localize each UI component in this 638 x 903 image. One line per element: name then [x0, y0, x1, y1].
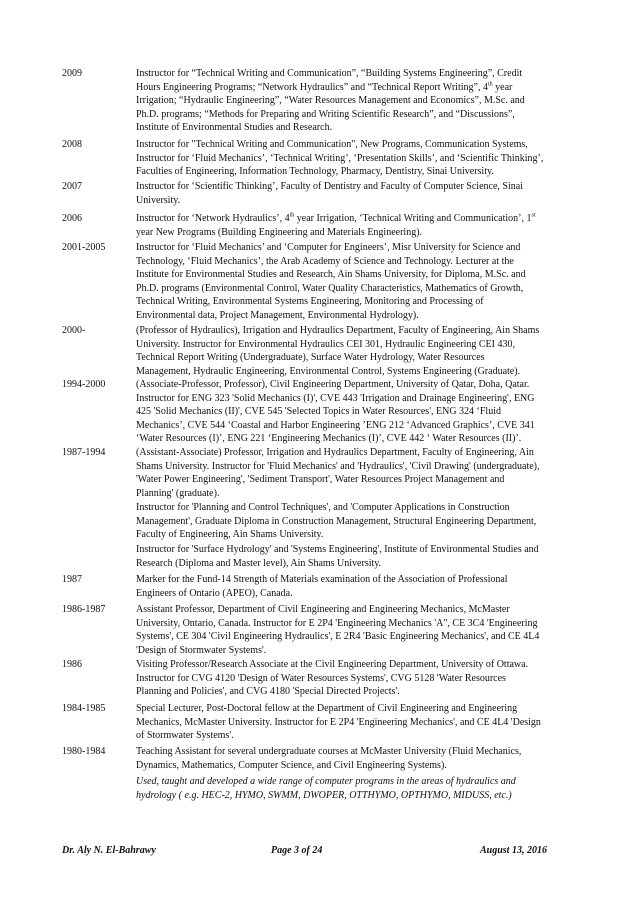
note-line: hydrology ( e.g. HEC-2, HYMO, SWMM, DWOPER, OTTHYMO, OPTHYMO, MIDUSS, etc.)	[136, 789, 512, 801]
desc-line: Mechanics’, CVE 544 ‘Coastal and Harbor Engineering ’ENG 212 ‘Advanced Graphics’, CVE 341	[136, 419, 535, 431]
entry-description	[136, 324, 562, 378]
entry-year: 2006	[62, 213, 82, 224]
entry-year: 1994-2000	[62, 379, 106, 390]
entry-year: 2009	[62, 68, 82, 79]
desc-line: Ph.D. programs (Environmental Control, Water Quality Characteristics, Mathematics of Growth,	[136, 282, 524, 294]
entry-description	[136, 241, 562, 323]
entry-year: 2000-	[62, 325, 86, 336]
desc-line: Shams University. Instructor for 'Fluid Mechanics' and 'Hydraulics', 'Civil Drawing' (undergraduate),	[136, 460, 540, 472]
desc-line: University, Ontario, Canada. Instructor for E 2P4 'Engineering Mechanics 'A", CE 3C4 'Engineering	[136, 617, 538, 629]
desc-line: 'Water Power Engineering', 'Sediment Transport', Water Resources Project Management and	[136, 474, 505, 486]
desc-line: Management, Hydraulic Engineering, Environmental Control, Systems Engineering (Graduate).	[136, 365, 521, 377]
desc-line: 'Design of Stormwater Systems'.	[136, 644, 267, 656]
entry-description	[136, 543, 562, 570]
entry-year: 1987-1994	[62, 447, 106, 458]
desc-line: Institute of Environmental Studies and Research.	[136, 122, 333, 134]
desc-line: Instructor for 'Planning and Control Techniques', and 'Computer Applications in Construction	[136, 502, 510, 513]
entry-description	[136, 67, 562, 135]
desc-line: Teaching Assistant for several undergraduate courses at McMaster University (Fluid Mechanics,	[136, 746, 522, 757]
desc-line: 425 'Solid Mechanics (II)', CVE 545 'Selected Topics in Water Resources', ENG 324 ‘Fluid	[136, 406, 501, 418]
desc-line: University.	[136, 194, 181, 206]
footer-date: August 13, 2016	[480, 845, 547, 856]
entry-description	[136, 702, 562, 743]
entry-year: 1986	[62, 659, 82, 670]
desc-line: Faculties of Engineering, Information Technology, Pharmacy, Dentistry, Sinai University.	[136, 166, 494, 178]
desc-line: Special Lecturer, Post-Doctoral fellow at the Department of Civil Engineering and Engineering	[136, 703, 518, 714]
entry-year: 1986-1987	[62, 604, 106, 615]
desc-line: Faculty of Engineering, Ain Shams University.	[136, 529, 324, 541]
desc-line: (Assistant-Associate) Professor, Irrigation and Hydraulics Department, Faculty of Engineering, Ain	[136, 447, 534, 458]
desc-line: Instructor for “Technical Writing and Communication”, “Building Systems Engineering”, Credit	[136, 68, 523, 79]
entry-year: 1980-1984	[62, 746, 106, 757]
desc-line: (Associate-Professor, Professor), Civil Engineering Department, University of Qatar, Doha, Qatar.	[136, 379, 530, 390]
desc-line: Technical Report Writing (Undergraduate), Surface Water Hydrology, Water Resources	[136, 352, 485, 364]
note-line: Used, taught and developed a wide range of computer programs in the areas of hydraulics and	[136, 776, 516, 787]
desc-line: (Professor of Hydraulics), Irrigation and Hydraulics Department, Faculty of Engineering, Ain Shams	[136, 325, 540, 336]
desc-line: Instructor for 'Surface Hydrology' and 'Systems Engineering', Institute of Environmental Studies and	[136, 544, 539, 555]
desc-line: University. Instructor for Environmental Hydraulics CEI 301, Hydraulic Engineering CEI 430,	[136, 338, 515, 350]
desc-line: ‘Water Resources (I)’, ENG 221 ‘Engineering Mechanics (I)’, CVE 442 ‘ Water Resources (II)’.	[136, 433, 522, 445]
desc-line: Instructor for ‘Fluid Mechanics’, ‘Technical Writing’, ‘Presentation Skills’, and ‘Scientific Thinking’,	[136, 152, 544, 164]
desc-line: Instructor for CVG 4120 'Design of Water Resources Systems', CVG 5128 'Water Resources	[136, 672, 506, 684]
desc-line: Visiting Professor/Research Associate at the Civil Engineering Department, University of Ottawa.	[136, 659, 529, 670]
desc-line: Technology, ‘Fluid Mechanics’, the Arab Academy of Science and Technology. Lecturer at the	[136, 255, 514, 267]
entry-year: 1987	[62, 574, 82, 585]
desc-line: Irrigation; “Hydraulic Engineering”, “Water Resources Management and Economics”, M.Sc. and	[136, 95, 525, 107]
entry-description	[136, 501, 562, 542]
entry-description	[136, 446, 562, 500]
desc-line: Instructor for ‘Fluid Mechanics’ and ‘Computer for Engineers’, Misr University for Science and	[136, 242, 521, 253]
desc-line: Marker for the Fund-14 Strength of Materials examination of the Association of Professional	[136, 574, 508, 585]
desc-line: Instructor for "Technical Writing and Communication", New Programs, Communication Systems,	[136, 139, 528, 150]
desc-line: Institute for Environmental Studies and Research, Ain Shams University, for Diploma, M.Sc. and	[136, 269, 526, 281]
entry-year: 2001-2005	[62, 242, 106, 253]
desc-line: Mechanics, McMaster University. Instructor for E 2P4 'Engineering Mechanics', and CE 4L4 'Design	[136, 716, 541, 728]
entry-description	[136, 573, 562, 600]
desc-line: Research (Diploma and Master level), Ain Shams University.	[136, 557, 382, 569]
desc-line: Systems', CE 304 'Civil Engineering Hydraulics', E 2R4 'Basic Engineering Mechanics', and CE 4L4	[136, 631, 540, 643]
entry-description	[136, 745, 562, 772]
desc-line: Instructor for ‘Network Hydraulics’, 4th year Irrigation, ‘Technical Writing and Communication’, 1st	[136, 212, 536, 224]
desc-line: Planning' (graduate).	[136, 487, 220, 499]
entry-year: 2008	[62, 139, 82, 150]
entry-description	[136, 138, 562, 179]
entry-description	[136, 658, 562, 699]
footer-page-number: Page 3 of 24	[271, 845, 323, 856]
entry-year: 1984-1985	[62, 703, 106, 714]
entry-description	[136, 212, 562, 239]
desc-line: Instructor for ENG 323 'Solid Mechanics (I)', CVE 443 'Irrigation and Drainage Engineering', ENG	[136, 392, 535, 404]
desc-line: Dynamics, Mathematics, Computer Science, and Civil Engineering Systems).	[136, 759, 447, 771]
entry-description	[136, 378, 562, 446]
entry-description	[136, 180, 562, 207]
computer-programs-note	[136, 775, 562, 802]
entry-description	[136, 603, 562, 657]
desc-line: Engineers of Ontario (APEO), Canada.	[136, 587, 293, 599]
desc-line: year New Programs (Building Engineering and Materials Engineering).	[136, 226, 423, 238]
desc-line: Hours Engineering Programs; “Network Hydraulics” and “Technical Report Writing”, 4th year	[136, 81, 513, 93]
desc-line: Ph.D. programs; “Methods for Preparing and Writing Scientific Research”, and “Discussions”,	[136, 108, 515, 120]
desc-line: Planning and Policies', and CVG 4180 'Special Directed Projects'.	[136, 686, 400, 698]
desc-line: Instructor for ‘Scientific Thinking’, Faculty of Dentistry and Faculty of Computer Science, Sinai	[136, 181, 523, 192]
desc-line: Management', Graduate Diploma in Construction Management, Structural Engineering Department,	[136, 515, 537, 527]
desc-line: of Stormwater Systems'.	[136, 730, 234, 742]
desc-line: Assistant Professor, Department of Civil Engineering and Engineering Mechanics, McMaster	[136, 604, 510, 615]
footer-author: Dr. Aly N. El-Bahrawy	[62, 845, 156, 856]
desc-line: Environmental data, Project Management, Environmental Hydrology).	[136, 309, 419, 321]
desc-line: Technical Writing, Environmental Systems Engineering, Monitoring and Processing of	[136, 296, 484, 308]
entry-year: 2007	[62, 181, 82, 192]
